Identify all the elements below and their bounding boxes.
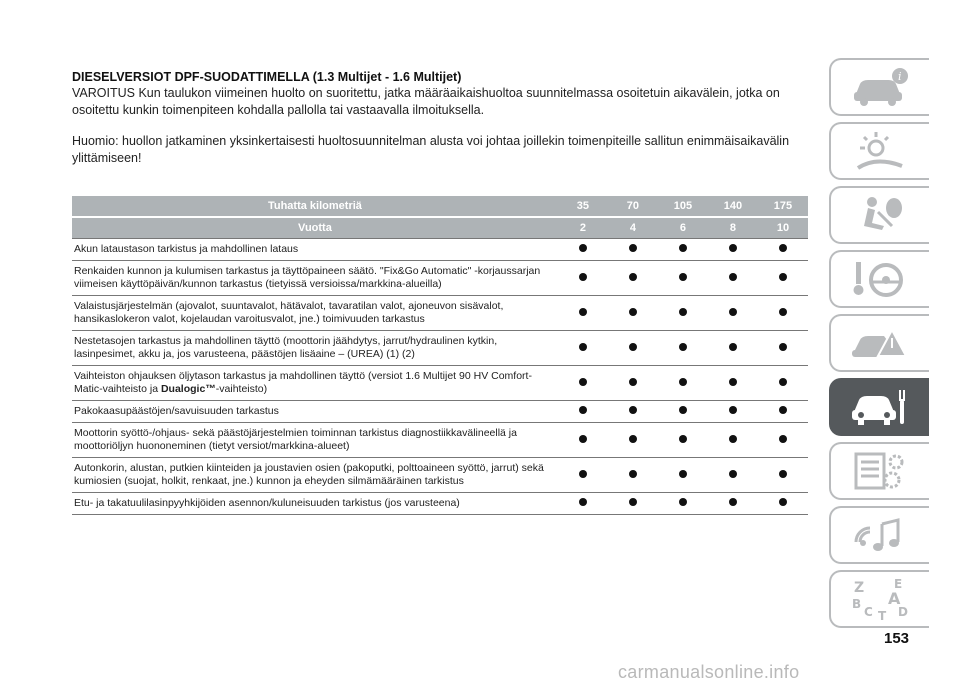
service-dot-icon: [679, 406, 687, 414]
tab-alphabetical-index[interactable]: [829, 570, 929, 628]
alphabetical-index-icon: [848, 576, 912, 622]
dot-cell: [608, 458, 658, 493]
technical-data-icon: [848, 448, 912, 494]
service-dot-icon: [579, 470, 587, 478]
header-km-cell: 140: [708, 196, 758, 217]
dot-cell: [558, 296, 608, 331]
maintenance-table: [72, 196, 808, 515]
tab-car-warning[interactable]: [829, 314, 929, 372]
header-km-cell: 105: [658, 196, 708, 217]
service-dot-icon: [579, 244, 587, 252]
row-description: Akun lataustason tarkistus ja mahdollinen lataus: [72, 239, 558, 261]
header-km-cell: 35: [558, 196, 608, 217]
row-description: Pakokaasupäästöjen/savuisuuden tarkastus: [72, 401, 558, 423]
dot-cell: [708, 493, 758, 515]
tab-key-steering[interactable]: [829, 250, 929, 308]
svg-text:i: i: [898, 70, 902, 83]
table-row: [72, 261, 808, 296]
service-dot-icon: [679, 244, 687, 252]
service-dot-icon: [629, 470, 637, 478]
service-dot-icon: [629, 308, 637, 316]
page-number: 153: [884, 630, 910, 647]
dot-cell: [708, 296, 758, 331]
tab-multimedia[interactable]: [829, 506, 929, 564]
header-year-cell: 4: [608, 217, 658, 239]
tab-seat-airbag[interactable]: [829, 186, 929, 244]
service-dot-icon: [579, 435, 587, 443]
table-row: [72, 331, 808, 366]
header-row-km: [72, 196, 808, 217]
watermark: carmanualsonline.info: [618, 662, 800, 682]
service-dot-icon: [729, 498, 737, 506]
service-dot-icon: [729, 470, 737, 478]
dot-cell: [708, 423, 758, 458]
service-dot-icon: [679, 470, 687, 478]
dot-cell: [758, 331, 808, 366]
service-dot-icon: [779, 406, 787, 414]
dot-cell: [758, 458, 808, 493]
header-km-cell: 70: [608, 196, 658, 217]
header-year-cell: 2: [558, 217, 608, 239]
dot-cell: [608, 296, 658, 331]
header-years-label: Vuotta: [72, 217, 558, 239]
service-dot-icon: [729, 273, 737, 281]
service-dot-icon: [679, 378, 687, 386]
service-dot-icon: [679, 343, 687, 351]
service-dot-icon: [629, 244, 637, 252]
warning-paragraph: [72, 85, 812, 119]
tab-technical-data[interactable]: [829, 442, 929, 500]
dot-cell: [608, 401, 658, 423]
service-dot-icon: [679, 273, 687, 281]
service-dot-icon: [679, 435, 687, 443]
dot-cell: [658, 423, 708, 458]
dot-cell: [608, 423, 658, 458]
service-dot-icon: [729, 244, 737, 252]
service-dot-icon: [629, 273, 637, 281]
dot-cell: [558, 331, 608, 366]
row-description: Renkaiden kunnon ja kulumisen tarkastus ja täyttöpaineen säätö. "Fix&Go Automatic" -korjaussarjan viimeisen käyttöpäivän/kunnon tarkastus (tietyissä versioissa/markkina-alueilla): [72, 261, 558, 296]
service-dot-icon: [779, 273, 787, 281]
service-dot-icon: [579, 406, 587, 414]
service-dot-icon: [579, 498, 587, 506]
service-dot-icon: [629, 435, 637, 443]
brand-name: Dualogic™: [160, 383, 216, 395]
service-dot-icon: [679, 308, 687, 316]
service-dot-icon: [779, 435, 787, 443]
header-year-cell: 8: [708, 217, 758, 239]
dot-cell: [608, 261, 658, 296]
dot-cell: [758, 239, 808, 261]
index-letter: E: [894, 577, 903, 591]
dot-cell: [608, 331, 658, 366]
index-letter: T: [878, 609, 887, 622]
warning-text: Kun taulukon viimeinen huolto on suoritettu, jatka määräaikaishuoltoa suunnitelmassa osoitetuin aikavälein, jotka on osoitettu kunkin toimenpiteen kohdalla pallolla tai vastaavalla ilmoituksella.: [72, 86, 780, 117]
dot-cell: [558, 239, 608, 261]
row-description: Nestetasojen tarkastus ja mahdollinen täyttö (moottorin jäähdytys, jarrut/hydraulinen kytkin, lasinpesimet, akku ja, jos varusteena, päästöjen lisäaine – (UREA) (1) (2): [72, 331, 558, 366]
index-letter: C: [864, 605, 873, 619]
dot-cell: [758, 493, 808, 515]
index-letter: B: [852, 597, 862, 611]
row-description: Moottorin syöttö-/ohjaus- sekä päästöjärjestelmien toiminnan tarkistus diagnostiikkavälineellä ja moottoriöljyn huononeminen (tietyt versiot/markkina-alueet): [72, 423, 558, 458]
multimedia-icon: [848, 512, 912, 558]
service-dot-icon: [779, 498, 787, 506]
car-info-icon: [848, 64, 912, 110]
dot-cell: [708, 331, 758, 366]
dot-cell: [708, 458, 758, 493]
dot-cell: [708, 239, 758, 261]
dot-cell: [558, 261, 608, 296]
dot-cell: [758, 423, 808, 458]
service-dot-icon: [579, 378, 587, 386]
service-dot-icon: [729, 308, 737, 316]
row-description: [72, 366, 558, 401]
dashboard-lights-icon: [848, 128, 912, 174]
header-row-years: [72, 217, 808, 239]
table-row: [72, 493, 808, 515]
table-row: [72, 423, 808, 458]
table-row: [72, 296, 808, 331]
dot-cell: [608, 493, 658, 515]
dot-cell: [558, 458, 608, 493]
row-description: Etu- ja takatuulilasinpyyhkijöiden asennon/kuluneisuuden tarkistus (jos varusteena): [72, 493, 558, 515]
warning-label: VAROITUS: [72, 86, 135, 100]
dot-cell: [758, 401, 808, 423]
service-dot-icon: [729, 343, 737, 351]
car-warning-icon: [848, 320, 912, 366]
dot-cell: [758, 296, 808, 331]
dot-cell: [708, 401, 758, 423]
service-dot-icon: [679, 498, 687, 506]
row-description: Valaistusjärjestelmän (ajovalot, suuntavalot, hätävalot, tavaratilan valot, ajoneuvon sisävalot, hansikaslokeron valot, kojelaudan varoitusvalot, jne.) toimivuuden tarkastus: [72, 296, 558, 331]
dot-cell: [658, 401, 708, 423]
service-dot-icon: [779, 343, 787, 351]
table-row: [72, 458, 808, 493]
service-dot-icon: [629, 406, 637, 414]
service-dot-icon: [779, 378, 787, 386]
seat-airbag-icon: [848, 192, 912, 238]
dot-cell: [708, 261, 758, 296]
header-year-cell: 6: [658, 217, 708, 239]
dot-cell: [558, 493, 608, 515]
header-year-cell: 10: [758, 217, 808, 239]
dot-cell: [658, 458, 708, 493]
dot-cell: [758, 366, 808, 401]
service-dot-icon: [579, 273, 587, 281]
header-km-cell: 175: [758, 196, 808, 217]
note-paragraph: Huomio: huollon jatkaminen yksinkertaisesti huoltosuunnitelman alusta voi johtaa joillekin toimenpiteille sallitun enimmäisaikavälin ylittämiseen!: [72, 134, 790, 165]
service-dot-icon: [779, 470, 787, 478]
service-dot-icon: [729, 406, 737, 414]
table-row: [72, 239, 808, 261]
service-dot-icon: [579, 308, 587, 316]
dot-cell: [658, 331, 708, 366]
dot-cell: [658, 296, 708, 331]
service-dot-icon: [779, 308, 787, 316]
dot-cell: [708, 366, 758, 401]
tab-car-info[interactable]: [829, 58, 929, 116]
dot-cell: [658, 493, 708, 515]
row-text: Vaihteiston ohjauksen öljytason tarkastus ja mahdollinen täyttö (versiot 1.6 Multijet 90 HV Comfort-Matic-vaihteisto ja: [74, 370, 532, 395]
row-description: Autonkorin, alustan, putkien kiinteiden ja joustavien osien (pakoputki, polttoaineen syöttö, jarrut) sekä kumiosien (suojat, holkit, renkaat, jne.) kunnon ja eheyden silmämääräinen tarkistus: [72, 458, 558, 493]
dot-cell: [608, 239, 658, 261]
tab-dashboard-lights[interactable]: [829, 122, 929, 180]
main-content: [72, 70, 812, 167]
service-dot-icon: [729, 435, 737, 443]
tab-car-maintenance[interactable]: [829, 378, 929, 436]
table-row: [72, 401, 808, 423]
dot-cell: [658, 239, 708, 261]
service-dot-icon: [729, 378, 737, 386]
dot-cell: [758, 261, 808, 296]
dot-cell: [608, 366, 658, 401]
dot-cell: [658, 261, 708, 296]
header-km-label: Tuhatta kilometriä: [72, 196, 558, 217]
dot-cell: [658, 366, 708, 401]
service-dot-icon: [629, 378, 637, 386]
section-heading: DIESELVERSIOT DPF-SUODATTIMELLA (1.3 Multijet - 1.6 Multijet): [72, 70, 462, 84]
index-letter: D: [898, 605, 908, 619]
key-steering-wheel-icon: [848, 256, 912, 302]
index-letter: Z: [854, 580, 865, 596]
car-maintenance-icon: [848, 384, 912, 430]
chapter-sidebar: [829, 58, 929, 634]
service-dot-icon: [629, 498, 637, 506]
index-letter: A: [888, 589, 901, 608]
row-text: -vaihteisto): [215, 383, 268, 395]
dot-cell: [558, 366, 608, 401]
service-dot-icon: [579, 343, 587, 351]
table-row: [72, 366, 808, 401]
dot-cell: [558, 423, 608, 458]
service-dot-icon: [779, 244, 787, 252]
service-dot-icon: [629, 343, 637, 351]
dot-cell: [558, 401, 608, 423]
